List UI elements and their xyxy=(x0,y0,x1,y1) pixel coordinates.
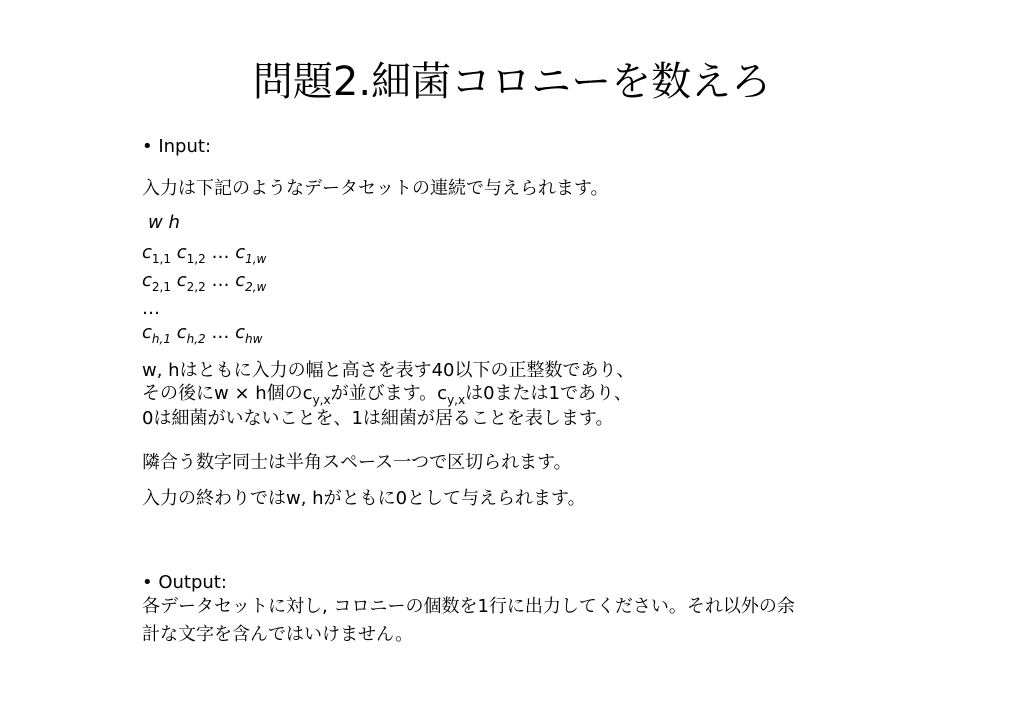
slide-title: 問題2.細菌コロニーを数えろ xyxy=(252,59,772,105)
input-paragraph-4: 隣合う数字同士は半角スペース一つで区切られます。 xyxy=(142,452,572,473)
output-line-1: 各データセットに対し, コロニーの個数を1行に出力してください。それ以外の余 xyxy=(142,596,795,617)
input-paragraph-2: その後にw × h個の$c_{y,x}$が並びます。$c_{y,x}$は0または1であり、 xyxy=(142,383,632,407)
format-row-h: $c_{h,1}$ $c_{h,2}$ … $c_{hw}$ xyxy=(142,322,263,346)
input-description: 入力は下記のようなデータセットの連続で与えられます。 xyxy=(142,178,609,199)
format-wh: w h xyxy=(148,212,180,233)
format-row-1: $c_{1,1}$ $c_{1,2}$ … $c_{1,w}$ xyxy=(142,242,267,266)
input-paragraph-5: 入力の終わりではw, hがともに0として与えられます。 xyxy=(142,488,586,509)
output-line-2: 計な文字を含んではいけません。 xyxy=(142,624,414,645)
input-paragraph-1: w, hはともに入力の幅と高さを表す40以下の正整数であり、 xyxy=(142,360,635,381)
format-ellipsis: … xyxy=(142,298,160,319)
input-heading: • Input: xyxy=(142,136,212,157)
format-row-2: $c_{2,1}$ $c_{2,2}$ … $c_{2,w}$ xyxy=(142,270,267,294)
output-heading: • Output: xyxy=(142,572,227,593)
input-paragraph-3: 0は細菌がいないことを、1は細菌が居ることを表します。 xyxy=(142,408,614,429)
